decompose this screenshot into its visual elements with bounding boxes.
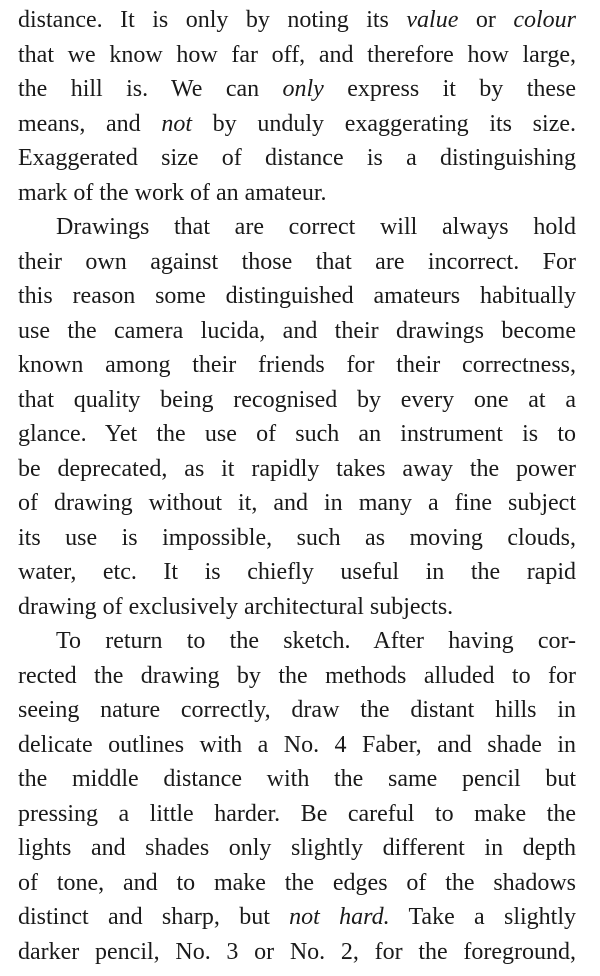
italic-run: only [282,76,324,102]
italic-run: colour [513,7,576,33]
text-run: Take a slightly [389,904,576,930]
text-line [18,866,576,901]
text-line [18,624,576,659]
text-run: their own against those that are incorrect. For [18,248,576,275]
text-run: glance. Yet the use of such an instrument is to [18,421,576,447]
text-run: or [458,7,514,33]
text-run: distance. It is only by noting its [18,7,407,33]
italic-run: not hard. [289,904,390,930]
text-run: rected the drawing by the methods alluded to for [18,662,576,689]
text-run: pressing a little harder. Be careful to make the [18,800,576,827]
text-run: be deprecated, as it rapidly takes away the power [18,455,576,482]
text-line [18,141,576,176]
text-line [18,314,576,349]
text-line [18,107,576,142]
text-run: this reason some distinguished amateurs habitually [18,283,576,309]
text-run: Exaggerated size of distance is a distinguishing [18,145,576,171]
text-run: seeing nature correctly, draw the distant hills in [18,697,576,723]
text-line [18,417,576,452]
text-run: distinct and sharp, but [18,904,290,930]
italic-run: not [161,110,192,137]
text-line [18,693,576,728]
text-line [18,3,576,38]
text-line [18,38,576,73]
text-run: To return to the sketch. After having cor- [56,628,576,654]
text-run: known among their friends for their correctness, [18,352,576,378]
text-line [18,659,576,694]
italic-run: value [406,7,459,33]
text-line [18,486,576,521]
text-run: of drawing without it, and in many a fine subject [18,490,576,516]
text-run: by unduly exaggerating its size. [192,110,576,137]
text-run: drawing of exclusively architectural subjects. [18,593,454,620]
text-run: express it by these [323,76,576,102]
text-line [18,279,576,314]
text-line [18,521,576,556]
text-run: of tone, and to make the edges of the shadows [18,869,576,896]
text-line [18,935,576,970]
text-line [18,900,576,935]
text-line [18,762,576,797]
text-run: the middle distance with the same pencil but [18,766,576,792]
text-line [18,72,576,107]
text-run: darker pencil, No. 3 or No. 2, for the foreground, [18,938,576,965]
text-run: its use is impossible, such as moving clouds, [18,524,576,551]
text-line [18,210,576,245]
text-line [18,452,576,487]
text-line [18,555,576,590]
text-line [18,797,576,832]
text-run: that we know how far off, and therefore how large, [18,41,576,68]
text-line [18,831,576,866]
text-run: delicate outlines with a No. 4 Faber, and shade in [18,731,576,758]
text-line [18,348,576,383]
text-run: that quality being recognised by every one at a [18,386,576,413]
text-run: Drawings that are correct will always hold [56,214,576,240]
text-run: lights and shades only slightly different in depth [18,835,576,861]
text-run: use the camera lucida, and their drawings become [18,317,576,344]
text-line [18,245,576,280]
text-line [18,176,576,211]
text-run: mark of the work of an amateur. [18,179,327,206]
text-run: means, and [18,110,162,137]
text-line [18,728,576,763]
text-run: water, etc. It is chiefly useful in the rapid [18,559,576,585]
text-run: the hill is. We can [18,76,283,102]
text-line [18,383,576,418]
text-line [18,590,576,625]
